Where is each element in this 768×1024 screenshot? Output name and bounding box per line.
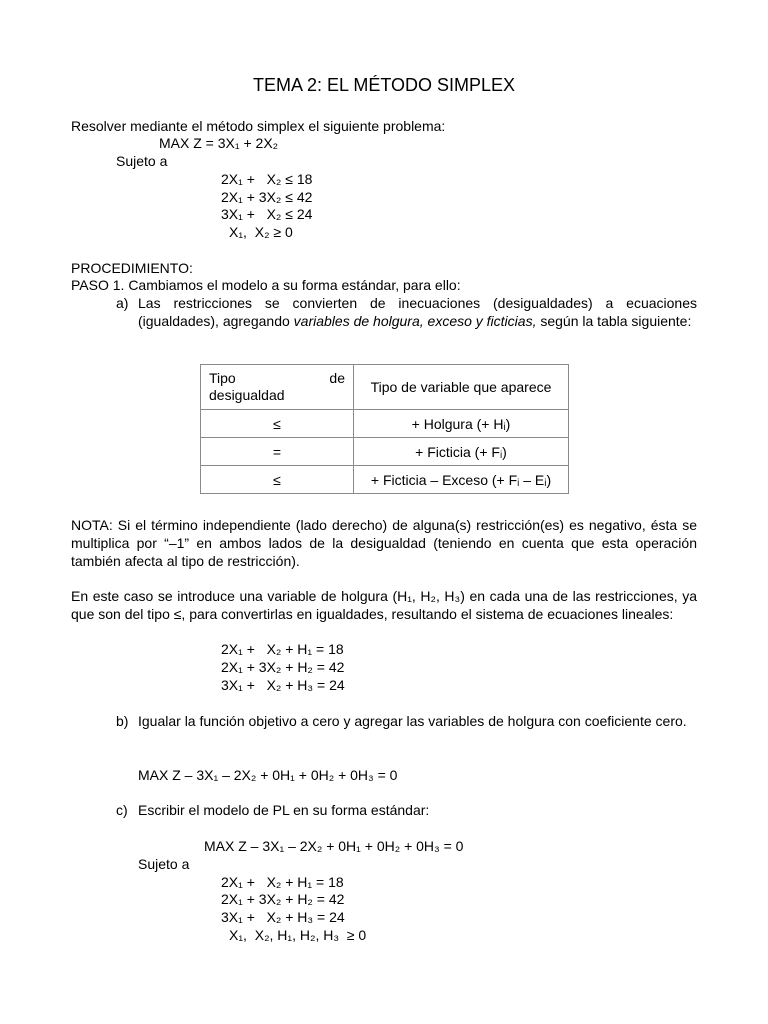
item-c-subject-to: Sujeto a [138, 856, 190, 872]
item-b-equation: MAX Z – 3X₁ – 2X₂ + 0H₁ + 0H₂ + 0H₃ = 0 [138, 767, 398, 783]
system-eq-2: 2X₁ + 3X₂ + H₂ = 42 [221, 659, 345, 675]
header-left-word-2: de [329, 370, 345, 386]
table-cell-type: ≤ [201, 466, 354, 494]
system-eq-1: 2X₁ + X₂ + H₁ = 18 [221, 641, 344, 657]
table-row [201, 438, 569, 466]
item-a-text [138, 294, 697, 330]
item-a-text-1: Las restricciones se convierten de inecuaciones (desigualdades) a ecuaciones (igualdades), agregando [138, 295, 697, 329]
header-left-word-1: Tipo [209, 370, 236, 386]
table-header-right: Tipo de variable que aparece [354, 365, 569, 410]
nota-paragraph: NOTA: Si el término independiente (lado derecho) de alguna(s) restricción(es) es negativo, ésta se multiplica por “–1” en ambos lados de la desigualdad (teniendo en cuenta que esta operación también afecta al tipo de restricción). [71, 517, 697, 569]
variable-type-table [200, 364, 569, 494]
table-cell-type: ≤ [201, 410, 354, 438]
item-b-label: b) [116, 713, 129, 729]
page-title: TEMA 2: EL MÉTODO SIMPLEX [252, 75, 516, 95]
item-a-label: a) [116, 295, 129, 311]
table-cell-var: + Ficticia (+ Fᵢ) [354, 438, 569, 466]
constraint-1: 2X₁ + X₂ ≤ 18 [221, 171, 313, 187]
table-row [201, 466, 569, 494]
objective-function: MAX Z = 3X₁ + 2X₂ [159, 135, 279, 151]
table-cell-var: + Ficticia – Exceso (+ Fᵢ – Eᵢ) [354, 466, 569, 494]
subject-to-label: Sujeto a [116, 153, 168, 169]
constraint-3: 3X₁ + X₂ ≤ 24 [221, 206, 313, 222]
table-cell-var: + Holgura (+ Hᵢ) [354, 410, 569, 438]
header-left-word-3: desigualdad [209, 387, 285, 403]
paso1-text: PASO 1. Cambiamos el modelo a su forma estándar, para ello: [71, 277, 461, 293]
procedure-heading: PROCEDIMIENTO: [71, 260, 193, 276]
item-b-text: Igualar la función objetivo a cero y agregar las variables de holgura con coeficiente cero. [138, 713, 687, 729]
std-constraint-3: 3X₁ + X₂ + H₃ = 24 [221, 909, 345, 925]
nonnegativity: X₁, X₂ ≥ 0 [229, 224, 293, 240]
std-constraint-2: 2X₁ + 3X₂ + H₂ = 42 [221, 891, 345, 907]
table-header-left [201, 365, 354, 410]
std-constraint-1: 2X₁ + X₂ + H₁ = 18 [221, 874, 344, 890]
holgura-paragraph: En este caso se introduce una variable de holgura (H₁, H₂, H₃) en cada una de las restricciones, ya que son del tipo ≤, para convertirlas en igualdades, resultando el sistema de ecuaciones lineales: [71, 588, 697, 622]
item-c-text: Escribir el modelo de PL en su forma estándar: [138, 802, 430, 818]
table-row [201, 410, 569, 438]
intro-text: Resolver mediante el método simplex el siguiente problema: [71, 118, 446, 134]
system-eq-3: 3X₁ + X₂ + H₃ = 24 [221, 677, 345, 693]
item-c-label: c) [116, 802, 128, 818]
table-cell-type: = [201, 438, 354, 466]
table-header-row [201, 365, 569, 410]
std-nonnegativity: X₁, X₂, H₁, H₂, H₃ ≥ 0 [229, 927, 367, 943]
item-c-equation: MAX Z – 3X₁ – 2X₂ + 0H₁ + 0H₂ + 0H₃ = 0 [204, 838, 464, 854]
constraint-2: 2X₁ + 3X₂ ≤ 42 [221, 189, 313, 205]
item-a-text-2: según la tabla siguiente: [536, 313, 692, 329]
item-a-italic: variables de holgura, exceso y ficticias, [293, 313, 537, 329]
